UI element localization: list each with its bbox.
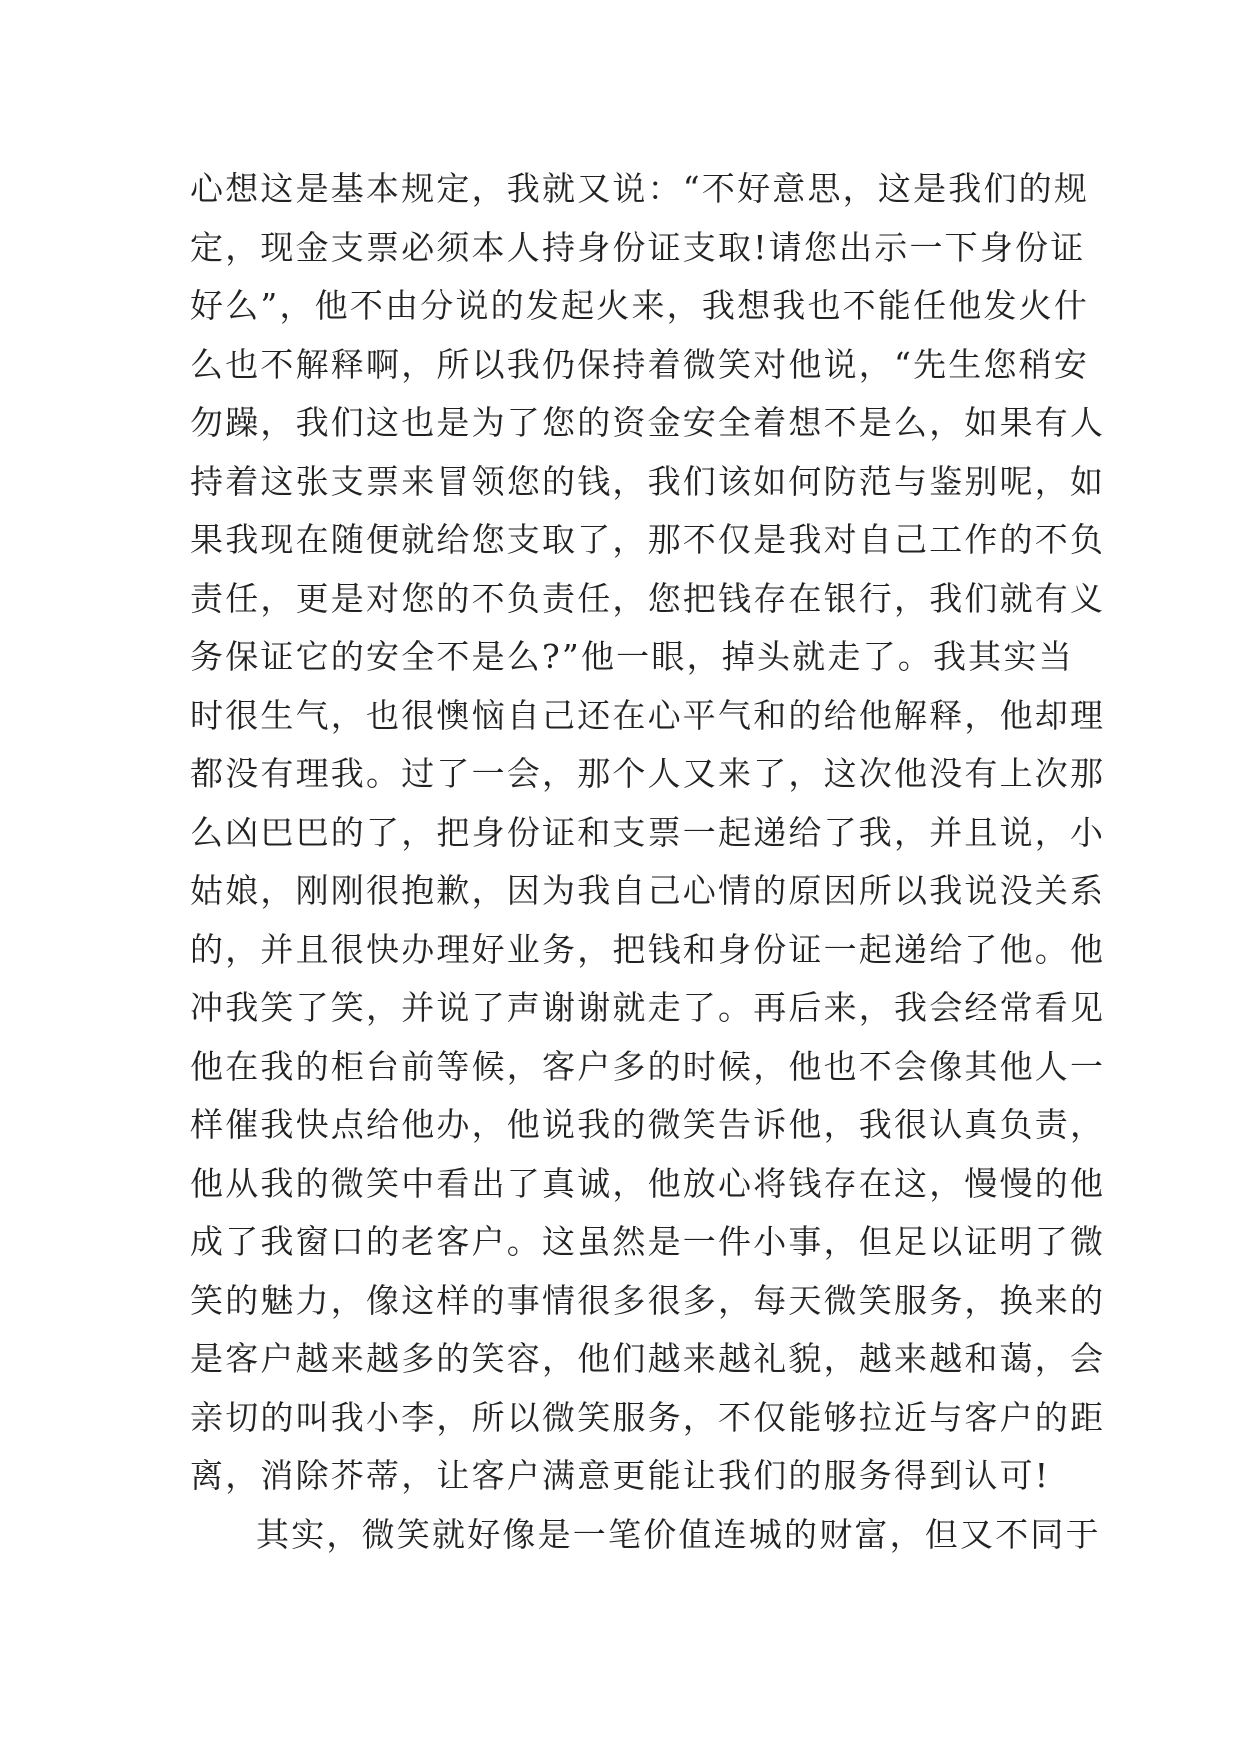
text-line: 样催我快点给他办，他说我的微笑告诉他，我很认真负责， — [190, 1105, 1106, 1144]
text-line: 是客户越来越多的笑容，他们越来越礼貌，越来越和蔼，会 — [190, 1339, 1106, 1378]
text-line: 责任，更是对您的不负责任，您把钱存在银行，我们就有义 — [190, 578, 1106, 618]
body-text — [190, 160, 1106, 1564]
text-line: 姑娘，刚刚很抱歉，因为我自己心情的原因所以我说没关系 — [190, 871, 1106, 910]
text-line: 的，并且很快办理好业务，把钱和身份证一起递给了他。他 — [190, 929, 1106, 969]
text-line: 离，消除芥蒂，让客户满意更能让我们的服务得到认可! — [190, 1456, 1051, 1495]
text-line: 务保证它的安全不是么?”他一眼，掉头就走了。我其实当 — [190, 637, 1074, 676]
text-line: 持着这张支票来冒领您的钱，我们该如何防范与鉴别呢，如 — [190, 461, 1106, 501]
text-line: 笑的魅力，像这样的事情很多很多，每天微笑服务，换来的 — [190, 1280, 1106, 1320]
text-line: 好么”，他不由分说的发起火来，我想我也不能任他发火什 — [190, 286, 1090, 325]
paragraph-start-line: 其实，微笑就好像是一笔价值连城的财富，但又不同于 — [256, 1514, 1101, 1554]
text-line: 他在我的柜台前等候，客户多的时候，他也不会像其他人一 — [190, 1046, 1106, 1086]
text-line: 成了我窗口的老客户。这虽然是一件小事，但足以证明了微 — [190, 1222, 1106, 1261]
text-line: 么凶巴巴的了，把身份证和支票一起递给了我，并且说，小 — [190, 812, 1106, 852]
text-line: 他从我的微笑中看出了真诚，他放心将钱存在这，慢慢的他 — [190, 1163, 1106, 1203]
text-line: 冲我笑了笑，并说了声谢谢就走了。再后来，我会经常看见 — [190, 988, 1106, 1027]
text-line: 定，现金支票必须本人持身份证支取!请您出示一下身份证 — [190, 227, 1086, 267]
text-line: 时很生气，也很懊恼自己还在心平气和的给他解释，他却理 — [190, 695, 1106, 735]
text-line: 心想这是基本规定，我就又说：“不好意思，这是我们的规 — [190, 169, 1090, 208]
text-line: 勿躁，我们这也是为了您的资金安全着想不是么，如果有人 — [190, 403, 1106, 442]
text-line: 亲切的叫我小李，所以微笑服务，不仅能够拉近与客户的距 — [190, 1397, 1106, 1437]
text-line: 么也不解释啊，所以我仍保持着微笑对他说，“先生您稍安 — [190, 344, 1090, 384]
text-line: 果我现在随便就给您支取了，那不仅是我对自己工作的不负 — [190, 520, 1106, 559]
text-line: 都没有理我。过了一会，那个人又来了，这次他没有上次那 — [190, 754, 1106, 793]
